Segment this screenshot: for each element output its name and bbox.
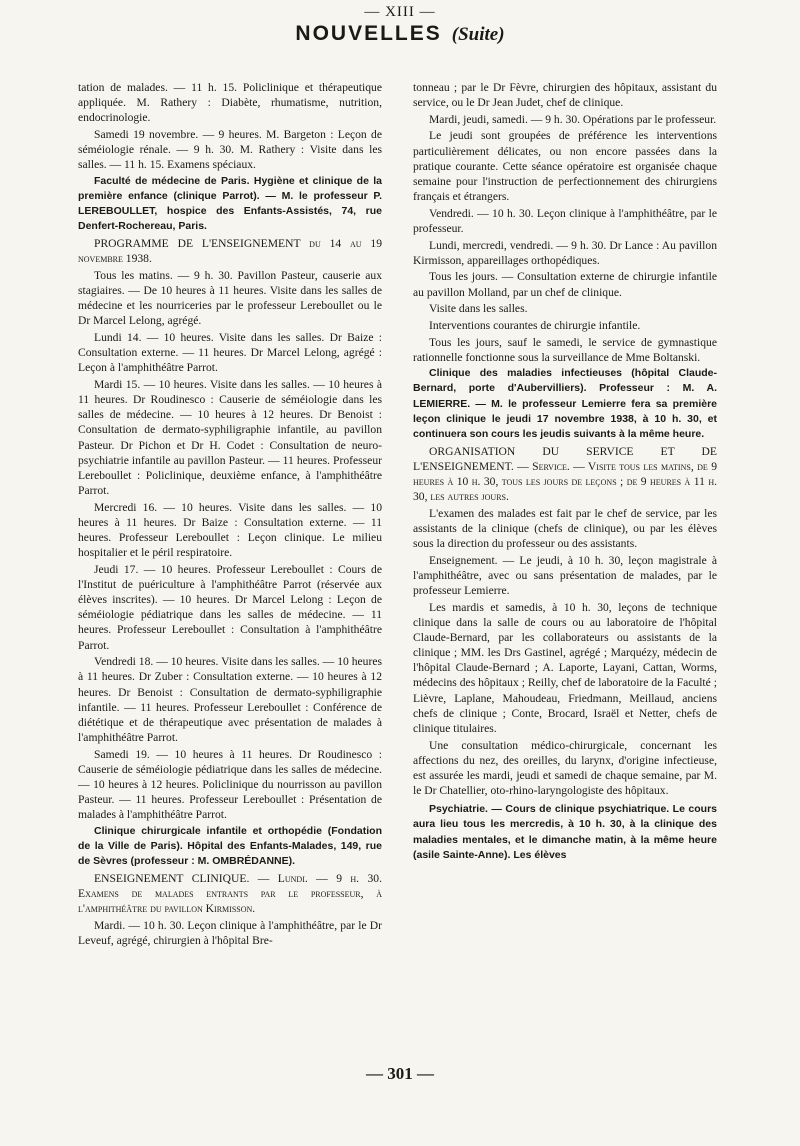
left-column <box>78 80 382 950</box>
paragraph: Visite dans les salles. <box>429 302 528 316</box>
paragraph: Mercredi 16. — 10 heures. Visite dans les salles. — 10 heures à 11 heures. Dr Baize : Consultation externe. — 11 heures. Professeur Lereboullet : Leçon clinique. Le milieu hospitalier et le péril respiratoire. <box>78 500 382 560</box>
section-heading: Faculté de médecine de Paris. Hygiène et clinique de la première enfance (clinique Parrot). — M. le professeur P. LEREBOULLET, hospice des Enfants-Assistés, 74, rue Denfert-Rochereau, Paris. <box>78 174 382 233</box>
paragraph: Vendredi. — 10 h. 30. Leçon clinique à l'amphithéâtre, par le professeur. <box>413 206 717 235</box>
section-subtitle: (Suite) <box>451 24 505 45</box>
paragraph: Le jeudi sont groupées de préférence les interventions particulièrement délicates, ou non encore passées dans la pratique courante. Cette séance opératoire est organisée chaque semaine pour l'instruction de perfectionnement des chirurgiens français et étrangers. <box>413 129 717 204</box>
paragraph: Samedi 19. — 10 heures à 11 heures. Dr Roudinesco : Causerie de séméiologie pédiatrique dans les salles de médecine. — 10 heures à 12 heures. Policlinique du nourrisson au pavillon Pasteur. — 11 heures. Professeur Lereboullet : Présentation de malades à l'amphithéâtre Parrot. <box>78 747 382 822</box>
paragraph: Jeudi 17. — 10 heures. Professeur Lereboullet : Cours de l'Institut de puériculture à l'amphithéâtre Parrot (réservée aux élèves inscrites). — 10 heures. Dr Marcel Lelong : Leçon de séméiologie pédiatrique dans les salles de médecine. — 11 heures. Professeur Lereboullet : Consultation à l'amphithéâtre Parrot. <box>78 562 382 652</box>
paragraph: Lundi 14. — 10 heures. Visite dans les salles. Dr Baize : Consultation externe. — 11 heures. Dr Marcel Lelong, agrégé : Leçon à l'amphithéâtre Parrot. <box>78 331 382 375</box>
section-heading: Clinique des maladies infectieuses (hôpital Claude-Bernard, porte d'Aubervilliers). Professeur : M. A. LEMIERRE. — M. le professeur Lemierre fera sa première leçon clinique le jeudi 17 novembre 1938, à 10 h. 30, et continuera son cours les jeudis suivants à la même heure. <box>413 367 717 440</box>
paragraph: Enseignement. — Le jeudi, à 10 h. 30, leçon magistrale à l'amphithéâtre, avec ou sans présentation de malades, par le professeur Lemierre. <box>413 553 717 597</box>
paragraph: Tous les jours. — Consultation externe de chirurgie infantile au pavillon Molland, par un chef de clinique. <box>413 270 717 299</box>
right-column <box>413 80 717 864</box>
paragraph: ORGANISATION DU SERVICE ET DE L'ENSEIGNEMENT. — Service. — Visite tous les matins, de 9 heures à 10 h. 30, tous les jours de leçons ; de 9 heures à 11 h. 30, les autres jours. <box>413 444 717 504</box>
section-heading: Psychiatrie. — Cours de clinique psychiatrique. Le cours aura lieu tous les mercredis, à 10 h. 30, à la clinique des maladies mentales, et le dimanche matin, à la même heure (asile Sainte-Anne). Les élèves <box>413 803 717 861</box>
paragraph: Tous les jours, sauf le samedi, le service de gymnastique rationnelle fonctionne sous la surveillance de Mme Boltanski. <box>413 335 717 364</box>
paragraph: tation de malades. — 11 h. 15. Policlinique et thérapeutique appliquée. M. Rathery : Diabète, rhumatisme, nutrition, endocrinologie. <box>78 81 382 125</box>
page-number: — 301 — <box>366 1064 434 1083</box>
roman-page-number: — XIII — <box>364 4 436 20</box>
paragraph: Une consultation médico-chirurgicale, concernant les affections du nez, des oreilles, du larynx, d'origine infectieuse, est assurée les mardi, jeudi et samedi de chaque semaine, par M. le Dr Chatellier, oto-rhino-laryngologiste des hôpitaux. <box>413 738 717 798</box>
paragraph: ENSEIGNEMENT CLINIQUE. — Lundi. — 9 h. 30. Examens de malades entrants par le professeur, à l'amphithéâtre du pavillon Kirmisson. <box>78 871 382 916</box>
paragraph: Les mardis et samedis, à 10 h. 30, leçons de technique clinique dans la salle de cours ou au laboratoire de l'hôpital Claude-Bernard, par les collaborateurs ou assistants de la clinique ; MM. les Drs Gastinel, agrégé ; Marquézy, médecin de l'hôpital Claude-Bernard ; A. Laporte, Layani, Cattan, Worms, médecins des hôpitaux ; Reilly, chef de laboratoire de la Faculté ; Lièvre, Laplane, Mahoudeau, Friedmann, Meillaud, anciens chefs de clinique ; Conte, Brocard, Israël et Netter, chefs de clinique titulaires. <box>413 600 717 735</box>
paragraph: PROGRAMME DE L'ENSEIGNEMENT du 14 au 19 novembre 1938. <box>78 237 382 266</box>
paragraph: Lundi, mercredi, vendredi. — 9 h. 30. Dr Lance : Au pavillon Kirmisson, appareillages orthopédiques. <box>413 238 717 267</box>
page-title <box>0 22 800 46</box>
section-heading: Clinique chirurgicale infantile et orthopédie (Fondation de la Ville de Paris). Hôpital des Enfants-Malades, 149, rue de Sèvres (professeur : M. OMBRÉDANNE). <box>78 825 382 868</box>
paragraph: Samedi 19 novembre. — 9 heures. M. Bargeton : Leçon de séméiologie rénale. — 9 h. 30. M. Rathery : Visite dans les salles. — 11 h. 15. Examens spéciaux. <box>78 127 382 172</box>
paragraph: tonneau ; par le Dr Fèvre, chirurgien des hôpitaux, assistant du service, ou le Dr Jean Judet, chef de clinique. <box>413 81 717 110</box>
paragraph: Mardi, jeudi, samedi. — 9 h. 30. Opérations par le professeur. <box>429 112 717 126</box>
paragraph: L'examen des malades est fait par le chef de service, par les assistants de la clinique (chefs de clinique), ou par les élèves sous la direction du professeur ou des assistants. <box>413 506 717 551</box>
paragraph: Mardi 15. — 10 heures. Visite dans les salles. — 10 heures à 11 heures. Dr Roudinesco : Causerie de séméiologie dans les salles de médecine. — 10 heures à 12 heures. Dr Benoist : Consultation de dermato-syphiligraphie infantile, au pavillon Pasteur. Dr Pichon et Dr H. Codet : Consultation de neuro-psychiatrie infantile au pavillon Pasteur. — 11 heures. Professeur Lereboullet : Policlinique, deuxième enfance, à l'amphithéâtre Parrot. <box>78 377 382 498</box>
paragraph: Tous les matins. — 9 h. 30. Pavillon Pasteur, causerie aux stagiaires. — De 10 heures à 11 heures. Visite dans les salles de médecine et les nourriceries par le professeur Lereboullet ou le Dr Marcel Lelong, agrégé. <box>78 268 382 328</box>
paragraph: Mardi. — 10 h. 30. Leçon clinique à l'amphithéâtre, par le Dr Leveuf, agrégé, chirurgien à l'hôpital Bre- <box>78 918 382 948</box>
section-title: NOUVELLES <box>295 22 442 45</box>
paragraph: Vendredi 18. — 10 heures. Visite dans les salles. — 10 heures à 11 heures. Dr Zuber : Consultation externe. — 10 heures à 12 heures. Dr Benoist : Consultation de dermato-syphiligraphie infantile. — 11 heures. Professeur Lereboullet : Conférence de diététique et de thérapeutique avec présentation de malades à l'amphithéâtre Parrot. <box>78 655 382 745</box>
paragraph: Interventions courantes de chirurgie infantile. <box>429 318 641 332</box>
